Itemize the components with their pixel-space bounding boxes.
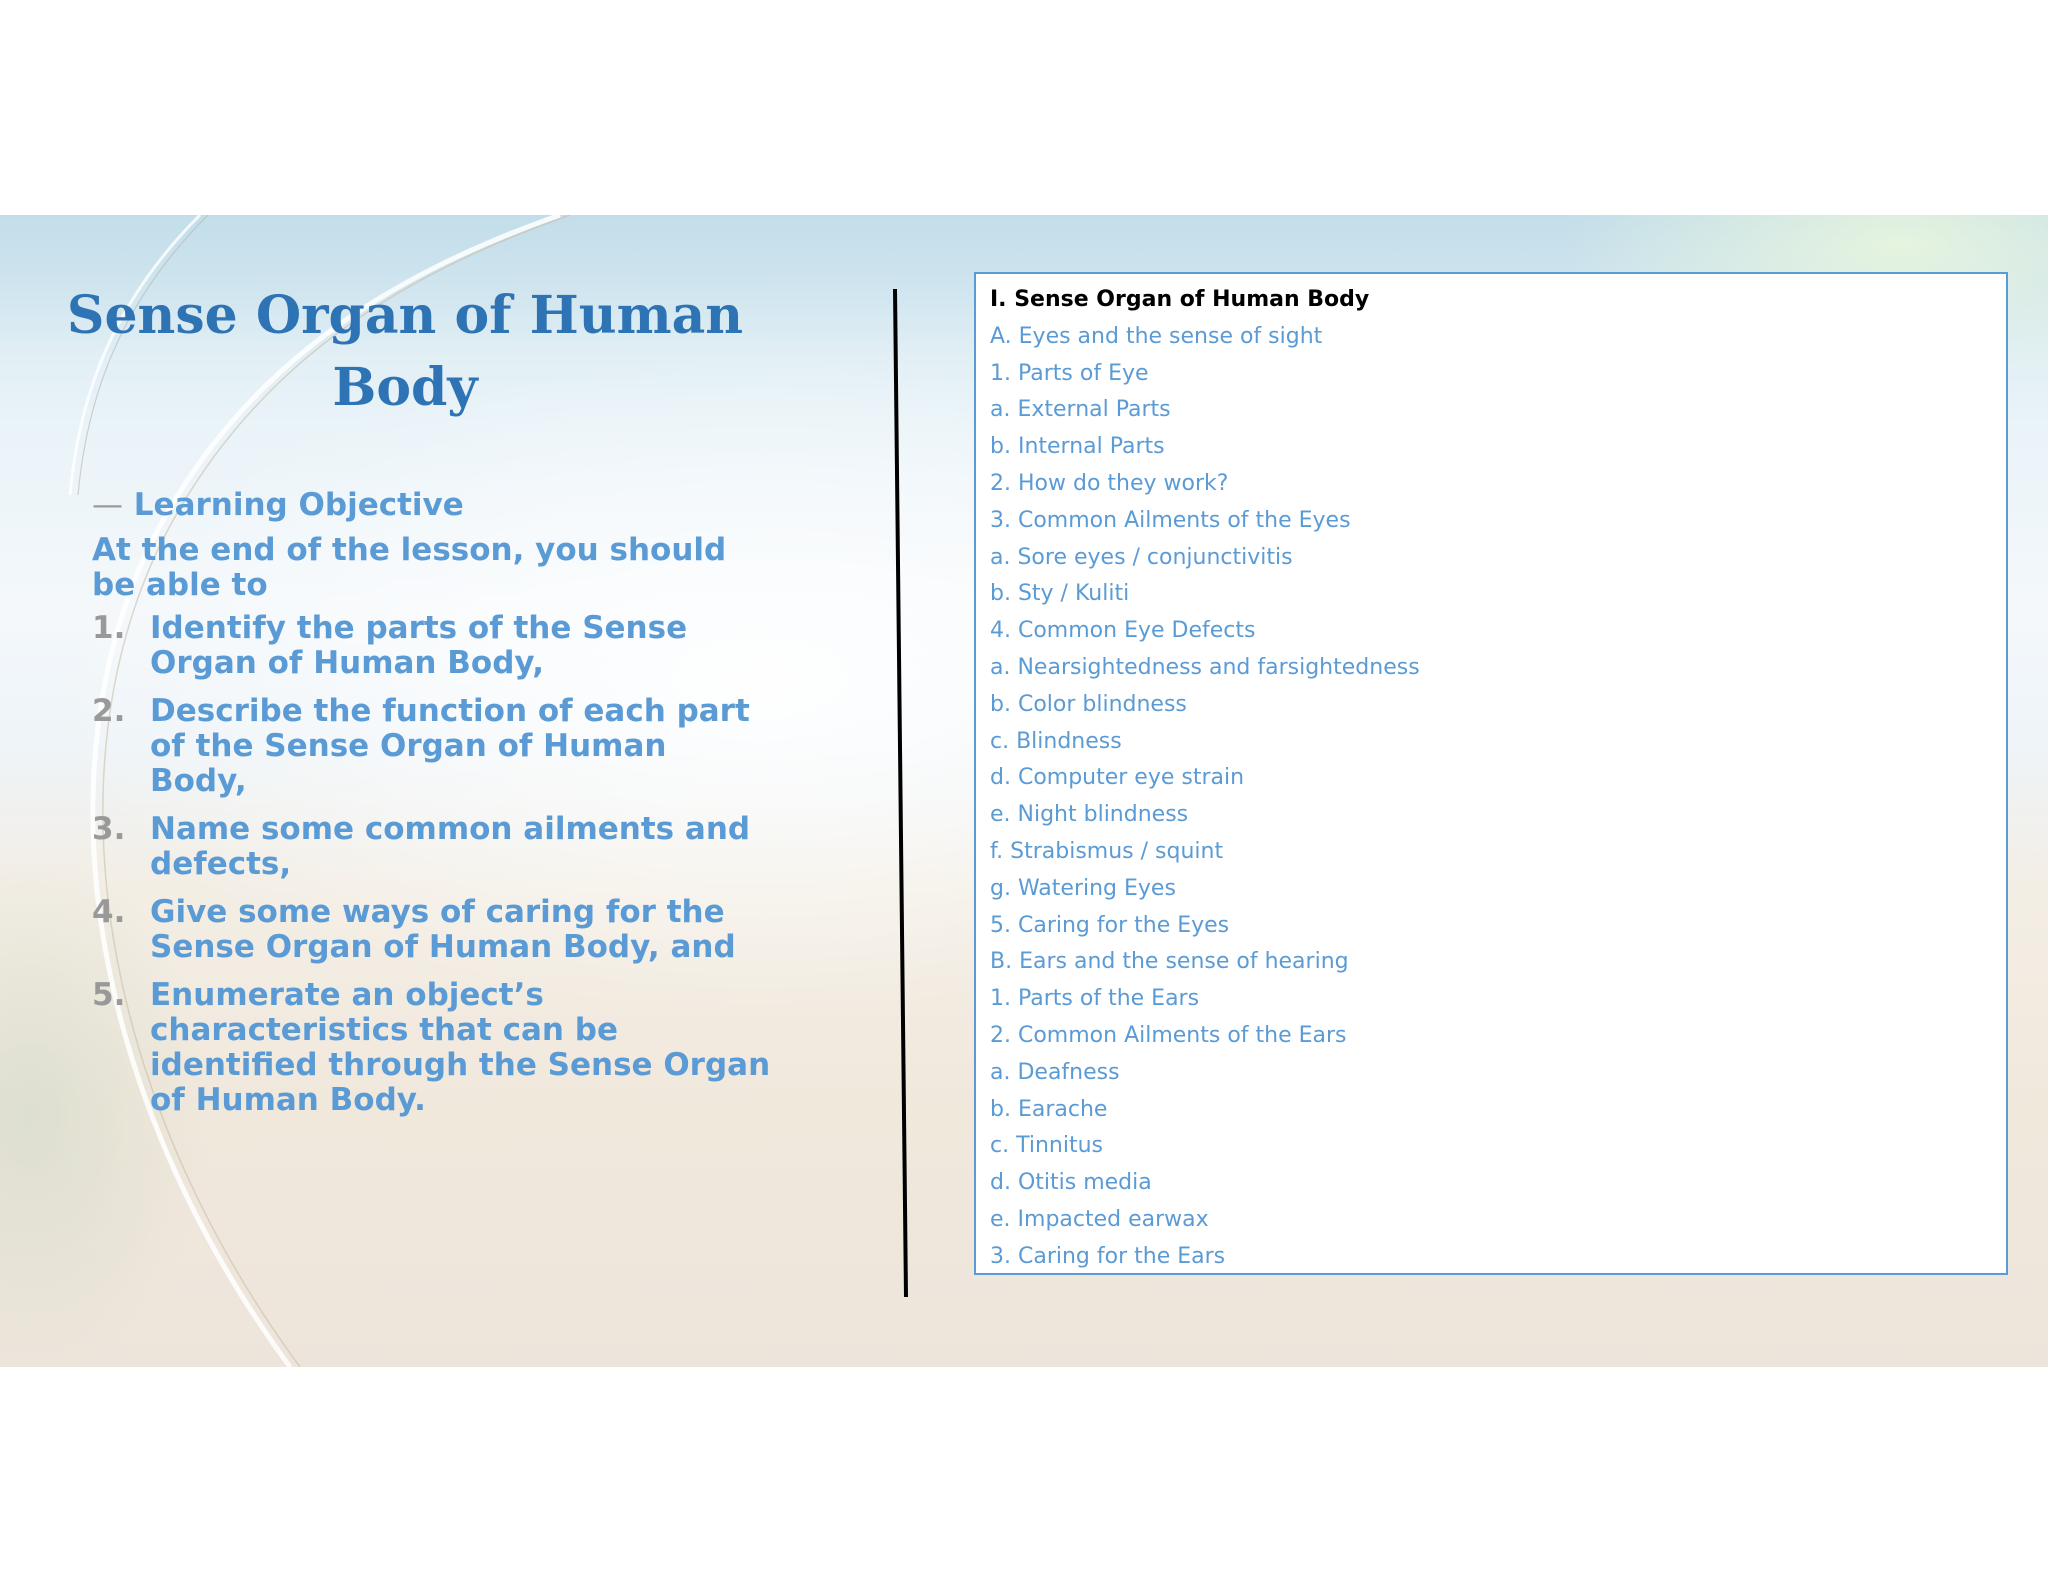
outline-item: d. Otitis media bbox=[990, 1170, 1152, 1196]
objective-text: Identify the parts of the Sense Organ of Human Body, bbox=[150, 610, 688, 681]
objective-item bbox=[92, 694, 772, 799]
outline-item: B. Ears and the sense of hearing bbox=[990, 949, 1349, 975]
objective-text: Name some common ailments and defects, bbox=[150, 811, 751, 882]
objective-number: 3. bbox=[92, 811, 126, 847]
outline-item: c. Tinnitus bbox=[990, 1133, 1103, 1159]
outline-item: d. Computer eye strain bbox=[990, 765, 1245, 791]
objective-number: 2. bbox=[92, 693, 126, 729]
dash-bullet: — bbox=[92, 487, 123, 523]
objective-heading-text: Learning Objective bbox=[133, 487, 464, 523]
objective-number: 4. bbox=[92, 894, 126, 930]
objective-heading bbox=[92, 485, 772, 525]
outline-box bbox=[974, 272, 2008, 1275]
outline-list bbox=[990, 319, 2006, 1276]
outline-item: 4. Common Eye Defects bbox=[990, 618, 1256, 644]
outline-item: A. Eyes and the sense of sight bbox=[990, 323, 1323, 349]
objective-intro: At the end of the lesson, you should be able to bbox=[92, 532, 727, 603]
objective-text: Give some ways of caring for the Sense Organ of Human Body, and bbox=[150, 894, 736, 965]
outline-item: 1. Parts of the Ears bbox=[990, 986, 1200, 1012]
outline-item: b. Internal Parts bbox=[990, 434, 1165, 460]
outline-item: e. Impacted earwax bbox=[990, 1206, 1209, 1232]
outline-item: a. Sore eyes / conjunctivitis bbox=[990, 544, 1293, 570]
learning-objectives bbox=[92, 485, 772, 1131]
outline-item: e. Night blindness bbox=[990, 802, 1189, 828]
outline-item: 5. Caring for the Eyes bbox=[990, 912, 1230, 938]
outline-item: 1. Parts of Eye bbox=[990, 360, 1149, 386]
objective-text: Enumerate an object’s characteristics that can be identified through the Sense Organ of Human Body. bbox=[150, 977, 771, 1118]
outline-item: b. Sty / Kuliti bbox=[990, 581, 1130, 607]
outline-item: g. Watering Eyes bbox=[990, 875, 1176, 901]
outline-item: 3. Caring for the Ears bbox=[990, 1243, 1226, 1269]
outline-item: b. Earache bbox=[990, 1096, 1108, 1122]
objective-item bbox=[92, 812, 772, 882]
objective-item bbox=[92, 895, 772, 965]
objective-number: 5. bbox=[92, 977, 126, 1013]
outline-item: 3. Common Ailments of the Eyes bbox=[990, 507, 1351, 533]
outline-item: a. Deafness bbox=[990, 1059, 1120, 1085]
outline-item: a. External Parts bbox=[990, 397, 1171, 423]
objective-item bbox=[92, 978, 772, 1118]
outline-item: 2. How do they work? bbox=[990, 470, 1229, 496]
outline-item: b. Color blindness bbox=[990, 691, 1187, 717]
outline-heading: I. Sense Organ of Human Body bbox=[990, 287, 1370, 312]
outline-item: c. Blindness bbox=[990, 728, 1122, 754]
outline-item: a. Nearsightedness and farsightedness bbox=[990, 654, 1420, 680]
slide bbox=[0, 215, 2048, 1367]
objective-text: Describe the function of each part of the Sense Organ of Human Body, bbox=[150, 693, 750, 799]
objective-list bbox=[92, 611, 772, 1118]
outline-item: f. Strabismus / squint bbox=[990, 838, 1224, 864]
objective-item bbox=[92, 611, 772, 681]
slide-title: Sense Organ of Human Body bbox=[66, 285, 744, 418]
outline-item: 2. Common Ailments of the Ears bbox=[990, 1022, 1347, 1048]
objective-number: 1. bbox=[92, 610, 126, 646]
